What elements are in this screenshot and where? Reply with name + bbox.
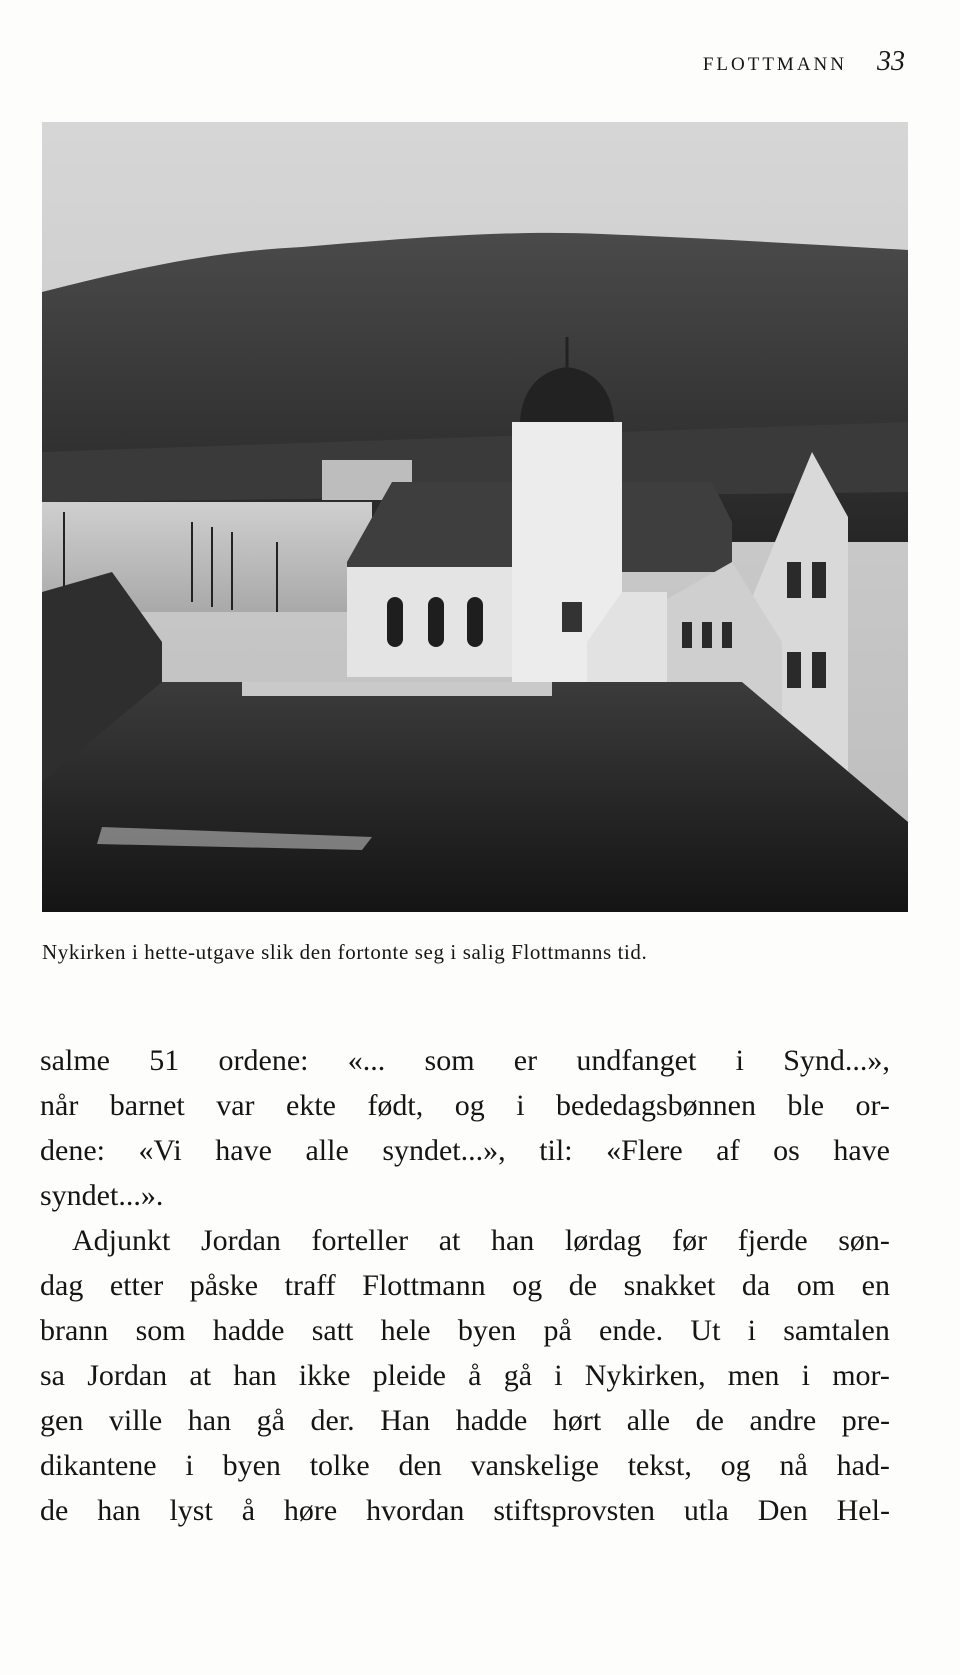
- word: i: [801, 1359, 810, 1392]
- word: barnet: [109, 1089, 185, 1122]
- word: Hel-: [836, 1494, 890, 1527]
- word: men: [727, 1359, 780, 1392]
- word: lørdag: [564, 1224, 642, 1257]
- word: at: [438, 1224, 461, 1257]
- text-line: [40, 1128, 890, 1173]
- word: å: [241, 1494, 256, 1527]
- word: og: [512, 1269, 543, 1302]
- word: samtalen: [783, 1314, 890, 1347]
- word: etter: [109, 1269, 164, 1302]
- word: Nykirken,: [584, 1359, 706, 1392]
- word: lyst: [169, 1494, 213, 1527]
- word: i: [554, 1359, 563, 1392]
- body-text: [40, 1038, 890, 1533]
- church-square: [42, 682, 908, 912]
- text-line: [40, 1173, 890, 1218]
- word: or-: [855, 1089, 890, 1122]
- word: da: [741, 1269, 771, 1302]
- word: andre: [749, 1404, 817, 1437]
- word: had-: [836, 1449, 890, 1482]
- word: have: [215, 1134, 272, 1167]
- word: han: [97, 1494, 141, 1527]
- word: Den: [757, 1494, 808, 1527]
- word: til:: [539, 1134, 573, 1167]
- word: Adjunkt: [72, 1224, 171, 1257]
- word: utla: [683, 1494, 729, 1527]
- text-line: [40, 1488, 890, 1533]
- word: af: [716, 1134, 740, 1167]
- word: og: [454, 1089, 485, 1122]
- word: pleide: [372, 1359, 446, 1392]
- text-line: [40, 1308, 890, 1353]
- word: vanskelige: [470, 1449, 599, 1482]
- word: før: [672, 1224, 708, 1257]
- word: 51: [149, 1044, 180, 1077]
- word: byen: [222, 1449, 281, 1482]
- word: som: [135, 1314, 186, 1347]
- word: hele: [380, 1314, 431, 1347]
- word: de: [695, 1404, 724, 1437]
- text-line: [40, 1038, 890, 1083]
- word: at: [189, 1359, 212, 1392]
- word: i: [516, 1089, 525, 1122]
- word: Jordan: [87, 1359, 168, 1392]
- word: mor-: [832, 1359, 890, 1392]
- word: tolke: [309, 1449, 370, 1482]
- word: om: [796, 1269, 836, 1302]
- word: ekte: [286, 1089, 336, 1122]
- word: han: [490, 1224, 535, 1257]
- church-windows: [387, 597, 483, 647]
- word: gen: [40, 1404, 84, 1437]
- word: «...: [347, 1044, 386, 1077]
- page-number: 33: [877, 46, 905, 77]
- text-line: [40, 1443, 890, 1488]
- word: undfanget: [576, 1044, 697, 1077]
- word: syndet...»,: [382, 1134, 506, 1167]
- word: en: [861, 1269, 890, 1302]
- text-line: [40, 1083, 890, 1128]
- word: i: [747, 1314, 756, 1347]
- word: Synd...»,: [783, 1044, 890, 1077]
- word: ville: [108, 1404, 163, 1437]
- word: Flottmann: [362, 1269, 486, 1302]
- word: sa: [40, 1359, 65, 1392]
- word: snakket: [623, 1269, 716, 1302]
- word: forteller: [311, 1224, 409, 1257]
- word: salme: [40, 1044, 110, 1077]
- running-title: FLOTTMANN: [702, 54, 847, 75]
- word: gå: [256, 1404, 285, 1437]
- tower-door: [562, 602, 582, 632]
- word: dag: [40, 1269, 84, 1302]
- word: Jordan: [200, 1224, 281, 1257]
- word: Ut: [690, 1314, 721, 1347]
- word: ende.: [599, 1314, 664, 1347]
- word: byen: [457, 1314, 517, 1347]
- word: «Flere: [606, 1134, 683, 1167]
- word: og: [720, 1449, 751, 1482]
- word: på: [543, 1314, 572, 1347]
- word: å: [468, 1359, 482, 1392]
- text-line: [40, 1218, 890, 1263]
- word: syndet...».: [40, 1179, 164, 1212]
- text-line: [40, 1353, 890, 1398]
- word: bededagsbønnen: [556, 1089, 756, 1122]
- word: pre-: [841, 1404, 890, 1437]
- word: er: [513, 1044, 538, 1077]
- word: den: [398, 1449, 442, 1482]
- church-photograph: [42, 122, 908, 912]
- text-line: [40, 1398, 890, 1443]
- running-head: [703, 46, 905, 78]
- word: stiftsprovsten: [493, 1494, 655, 1527]
- word: der.: [310, 1404, 355, 1437]
- word: søn-: [838, 1224, 890, 1257]
- word: have: [833, 1134, 890, 1167]
- word: ordene:: [218, 1044, 309, 1077]
- word: gå: [503, 1359, 533, 1392]
- word: fjerde: [737, 1224, 808, 1257]
- square-wall: [242, 682, 552, 696]
- word: brann: [40, 1314, 109, 1347]
- word: hvordan: [366, 1494, 465, 1527]
- word: når: [40, 1089, 79, 1122]
- figure-caption: Nykirken i hette-utgave slik den fortonte seg i salig Flottmanns tid.: [42, 940, 648, 964]
- word: traff: [284, 1269, 336, 1302]
- word: ikke: [298, 1359, 351, 1392]
- text-line: [40, 1263, 890, 1308]
- word: var: [216, 1089, 255, 1122]
- word: i: [735, 1044, 744, 1077]
- word: Han: [380, 1404, 431, 1437]
- word: alle: [305, 1134, 349, 1167]
- word: født,: [367, 1089, 424, 1122]
- word: satt: [311, 1314, 354, 1347]
- word: hadde: [212, 1314, 285, 1347]
- word: påske: [189, 1269, 259, 1302]
- word: i: [185, 1449, 194, 1482]
- word: dikantene: [40, 1449, 157, 1482]
- word: de: [568, 1269, 598, 1302]
- word: dene:: [40, 1134, 105, 1167]
- word: «Vi: [138, 1134, 182, 1167]
- word: han: [233, 1359, 277, 1392]
- word: os: [773, 1134, 800, 1167]
- word: som: [424, 1044, 475, 1077]
- word: tekst,: [627, 1449, 692, 1482]
- word: hadde: [455, 1404, 528, 1437]
- word: de: [40, 1494, 69, 1527]
- word: hørt: [552, 1404, 602, 1437]
- word: ble: [787, 1089, 825, 1122]
- word: høre: [283, 1494, 338, 1527]
- word: alle: [626, 1404, 671, 1437]
- word: han: [187, 1404, 232, 1437]
- word: nå: [779, 1449, 808, 1482]
